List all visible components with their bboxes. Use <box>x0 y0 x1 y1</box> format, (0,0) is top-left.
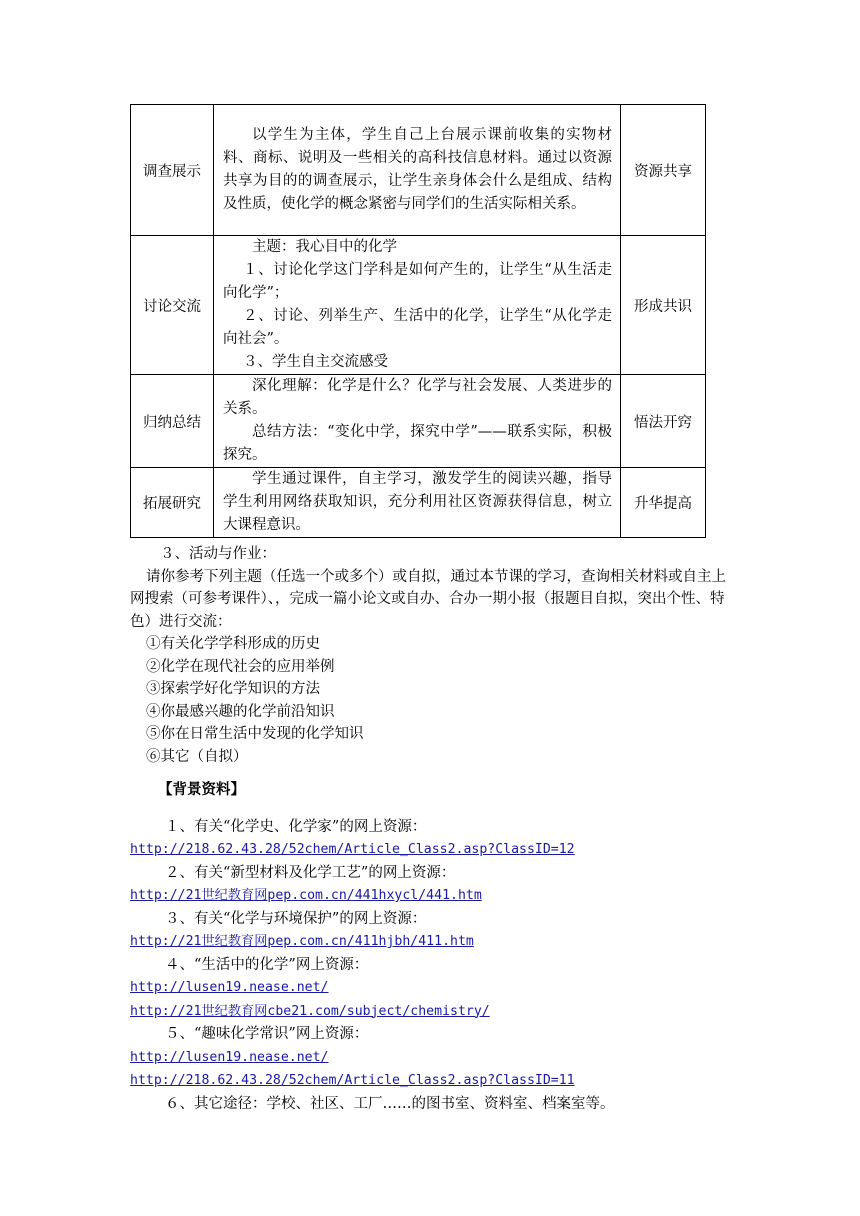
goal-cell: 形成共识 <box>621 236 706 375</box>
resource-link[interactable]: http://21世纪教育网pep.com.cn/411hjbh/411.htm <box>130 934 474 949</box>
table-row <box>131 105 706 236</box>
resource-link[interactable]: http://218.62.43.28/52chem/Article_Class2.asp?ClassID=11 <box>130 1073 575 1088</box>
stage-cell: 调查展示 <box>131 105 214 236</box>
content-paragraph: 主题：我心目中的化学 <box>252 239 397 255</box>
background-item-label: １、有关“化学史、化学家”的网上资源： <box>165 818 427 835</box>
table-row <box>131 468 706 538</box>
content-paragraph: ２、讨论、列举生产、生活中的化学，让学生“从化学走向社会”。 <box>223 308 612 347</box>
content-paragraph: １、讨论化学这门学科是如何产生的，让学生“从生活走向化学”； <box>223 262 612 301</box>
content-cell <box>214 236 621 375</box>
resource-link[interactable]: http://218.62.43.28/52chem/Article_Class2.asp?ClassID=12 <box>130 842 575 857</box>
content-paragraph: 深化理解：化学是什么？化学与社会发展、人类进步的关系。 <box>223 378 612 417</box>
stage-cell: 拓展研究 <box>131 468 214 538</box>
content-cell <box>214 105 621 236</box>
list-item: ①有关化学学科形成的历史 <box>146 636 320 652</box>
stage-cell: 归纳总结 <box>131 375 214 468</box>
activities-heading: ３、活动与作业： <box>160 546 276 562</box>
content-paragraph: 以学生为主体，学生自己上台展示课前收集的实物材料、商标、说明及一些相关的高科技信息材料。通过以资源共享为目的的调查展示，让学生亲身体会什么是组成、结构及性质，使化学的概念紧密与同学们的生活实际相关系。 <box>223 127 612 212</box>
background-item-label: ６、其它途径：学校、社区、工厂……的图书室、资料室、档案室等。 <box>165 1095 615 1112</box>
goal-cell: 升华提高 <box>621 468 706 538</box>
stage-cell: 讨论交流 <box>131 236 214 375</box>
activities-section <box>130 543 730 768</box>
background-section <box>130 779 730 1115</box>
list-item: ④你最感兴趣的化学前沿知识 <box>146 703 335 720</box>
list-item: ③探索学好化学知识的方法 <box>146 681 320 697</box>
activities-intro: 请你参考下列主题（任选一个或多个）或自拟，通过本节课的学习，查询相关材料或自主上网搜索（可参考课件）、，完成一篇小论文或自办、合办一期小报（报题目自拟，突出个性、特色）进行交流： <box>130 568 726 630</box>
background-item-label: ４、“生活中的化学”网上资源： <box>165 956 369 973</box>
content-cell <box>214 375 621 468</box>
goal-cell: 资源共享 <box>621 105 706 236</box>
resource-link[interactable]: http://21世纪教育网pep.com.cn/441hxycl/441.htm <box>130 888 482 903</box>
content-paragraph: 总结方法：“变化中学，探究中学”——联系实际，积极探究。 <box>223 424 612 463</box>
background-item-label: ５、“趣味化学常识”网上资源： <box>165 1026 369 1042</box>
resource-link[interactable]: http://lusen19.nease.net/ <box>130 1049 329 1065</box>
resource-link[interactable]: http://21世纪教育网cbe21.com/subject/chemistry/ <box>130 1003 490 1019</box>
list-item: ⑥其它（自拟） <box>146 748 248 765</box>
content-paragraph: ３、学生自主交流感受 <box>243 354 388 370</box>
content-paragraph: 学生通过课件，自主学习，激发学生的阅读兴趣，指导学生利用网络获取知识，充分利用社区资源获得信息，树立大课程意识。 <box>223 471 612 533</box>
background-title: 【背景资料】 <box>158 781 245 798</box>
content-cell <box>214 468 621 538</box>
background-item-label: ２、有关“新型材料及化学工艺”的网上资源： <box>165 864 456 881</box>
lesson-activity-table <box>130 104 706 538</box>
table-row <box>131 375 706 468</box>
table-row <box>131 236 706 375</box>
background-item-label: ３、有关“化学与环境保护”的网上资源： <box>165 910 427 927</box>
goal-cell: 悟法开窍 <box>621 375 706 468</box>
list-item: ②化学在现代社会的应用举例 <box>146 658 335 675</box>
list-item: ⑤你在日常生活中发现的化学知识 <box>146 726 364 742</box>
resource-link[interactable]: http://lusen19.nease.net/ <box>130 980 329 995</box>
